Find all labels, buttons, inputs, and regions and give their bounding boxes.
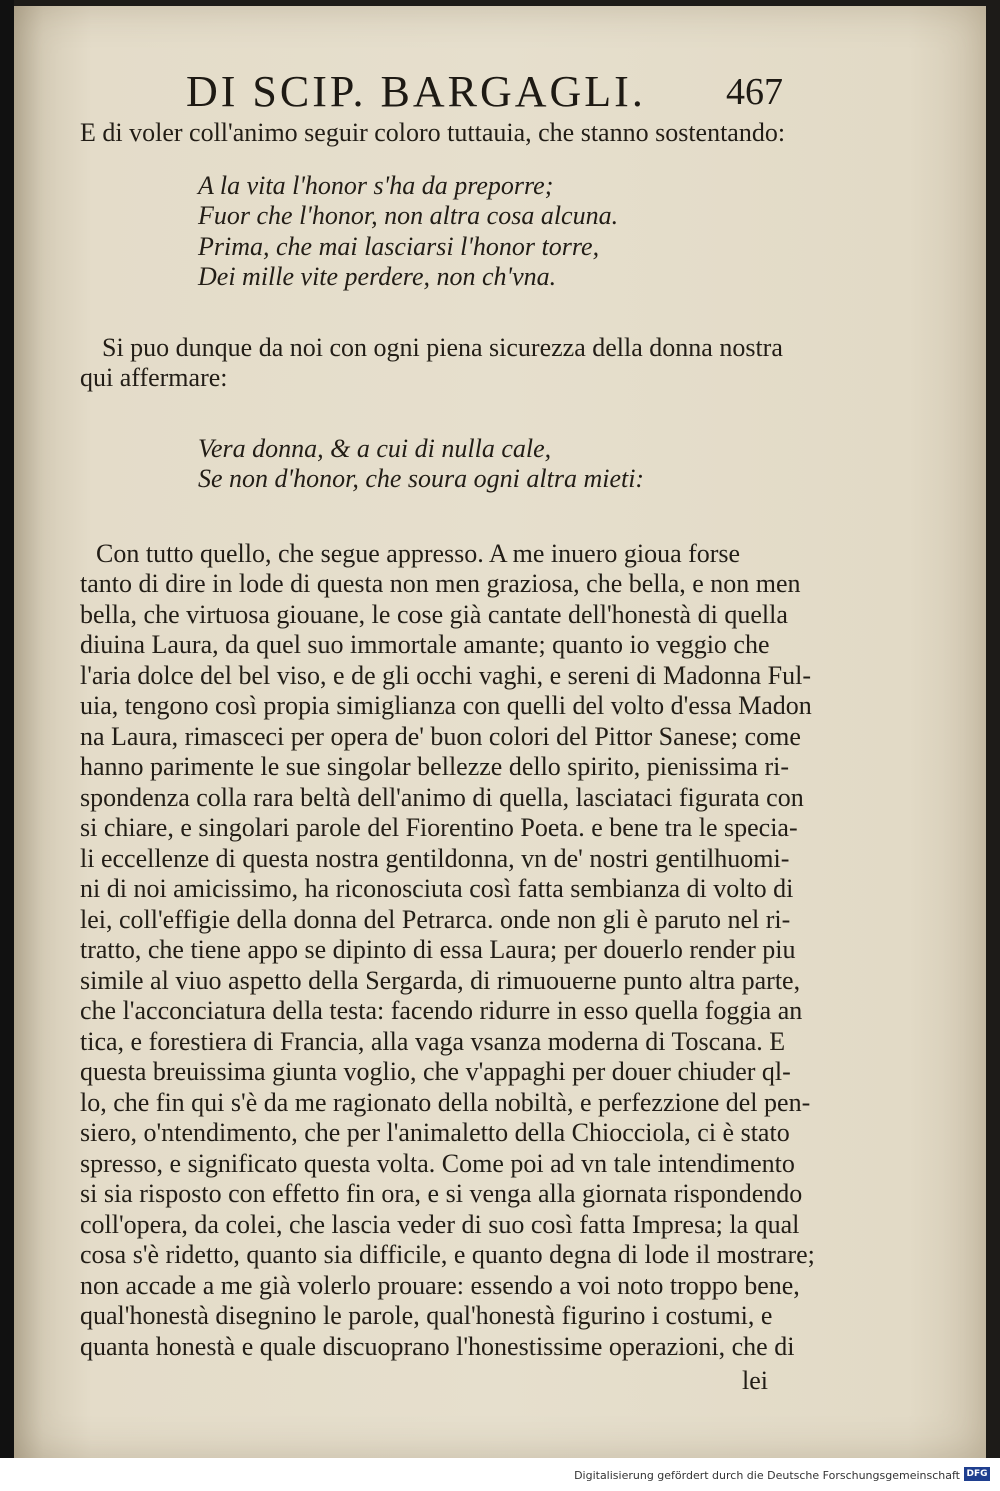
funding-credit: Digitalisierung gefördert durch die Deutsche Forschungsgemeinschaft: [574, 1469, 960, 1482]
text-line: Si puo dunque da noi con ogni piena sicurezza della donna nostra: [102, 332, 783, 362]
text-line: bella, che virtuosa giouane, le cose già cantate dell'honestà di quella: [80, 599, 788, 629]
text-line: quanta honestà e quale discuoprano l'honestissime operazioni, che di: [80, 1331, 795, 1361]
verse-line: Fuor che l'honor, non altra cosa alcuna.: [198, 201, 619, 230]
verse-line: Se non d'honor, che soura ogni altra mieti:: [198, 464, 645, 493]
page-number: 467: [726, 71, 783, 113]
paragraph-1: [80, 333, 828, 394]
dfg-logo: DFG: [964, 1467, 990, 1481]
text-line: tratto, che tiene appo se dipinto di essa Laura; per douerlo render piu: [80, 935, 796, 964]
text-line: Con tutto quello, che segue appresso. A me inuero gioua forse: [96, 538, 741, 568]
running-title: DI SCIP. BARGAGLI.: [186, 67, 646, 116]
spacer: [80, 394, 828, 434]
text-line: lei, coll'effigie della donna del Petrarca. onde non gli è paruto nel ri-: [80, 904, 791, 934]
spacer: [80, 149, 828, 171]
verse-line: A la vita l'honor s'ha da preporre;: [198, 170, 554, 200]
verse-quotation-1: [80, 171, 828, 293]
text-line: simile al viuo aspetto della Sergarda, di rimuouerne punto altra parte,: [80, 965, 801, 995]
text-line: E di voler coll'animo seguir coloro tuttauia, che stanno sostentando:: [80, 118, 786, 147]
verse-line: Prima, che mai lasciarsi l'honor torre,: [198, 231, 600, 261]
text-line: tanto di dire in lode di questa non men graziosa, che bella, e non men: [80, 569, 801, 598]
spacer: [80, 495, 828, 539]
verse-quotation-2: [80, 434, 828, 495]
text-line: li eccellenze di questa nostra gentildonna, vn de' nostri gentilhuomi-: [80, 843, 790, 873]
text-line: diuina Laura, da quel suo immortale amante; quanto io veggio che: [80, 630, 770, 659]
verse-line: Vera donna, & a cui di nulla cale,: [198, 433, 552, 463]
text-block: [80, 118, 828, 1362]
text-line: spondenza colla rara beltà dell'animo di quella, lasciataci figurata con: [80, 782, 804, 812]
text-line: questa breuissima giunta voglio, che v'appaghi per douer chiuder ql-: [80, 1057, 791, 1086]
text-line: qual'honestà disegnino le parole, qual'honestà figurino i costumi, e: [80, 1301, 773, 1330]
scan-border: [0, 0, 14, 1491]
text-line: non accade a me già volerlo prouare: essendo a voi noto troppo bene,: [80, 1270, 800, 1300]
text-line: siero, o'ntendimento, che per l'animaletto della Chiocciola, ci è stato: [80, 1118, 790, 1147]
text-line: si chiare, e singolari parole del Fiorentino Poeta. e bene tra le specia-: [80, 813, 798, 842]
paragraph-2: [80, 539, 828, 1363]
text-line: si sia risposto con effetto fin ora, e si venga alla giornata rispondendo: [80, 1179, 803, 1208]
text-line: tica, e forestiera di Francia, alla vaga vsanza moderna di Toscana. E: [80, 1026, 786, 1056]
text-line: che l'acconciatura della testa: facendo ridurre in esso quella foggia an: [80, 996, 803, 1025]
text-line: l'aria dolce del bel viso, e de gli occhi vaghi, e sereni di Madonna Ful-: [80, 660, 812, 690]
text-line: hanno parimente le sue singolar bellezze dello spirito, pienissima ri-: [80, 752, 790, 781]
verse-line: Dei mille vite perdere, non ch'vna.: [198, 262, 557, 291]
text-line: lo, che fin qui s'è da me ragionato della nobiltà, e perfezzione del pen-: [80, 1087, 811, 1117]
catchword: lei: [742, 1366, 768, 1395]
text-line: na Laura, rimasceci per opera de' buon colori del Pittor Sanese; come: [80, 721, 801, 751]
text-line: uia, tengono così propia simiglianza con quelli del volto d'essa Madon: [80, 691, 812, 720]
text-line: coll'opera, da colei, che lascia veder di suo così fatta Impresa; la qual: [80, 1209, 800, 1239]
text-line: ni di noi amicissimo, ha riconosciuta così fatta sembianza di volto di: [80, 874, 794, 903]
book-page: [14, 6, 986, 1458]
text-line: qui affermare:: [80, 363, 228, 392]
text-line: spresso, e significato questa volta. Come poi ad vn tale intendimento: [80, 1148, 795, 1178]
text-line: cosa s'è ridetto, quanto sia difficile, e quanto degna di lode il mostrare;: [80, 1240, 815, 1269]
spacer: [80, 293, 828, 333]
